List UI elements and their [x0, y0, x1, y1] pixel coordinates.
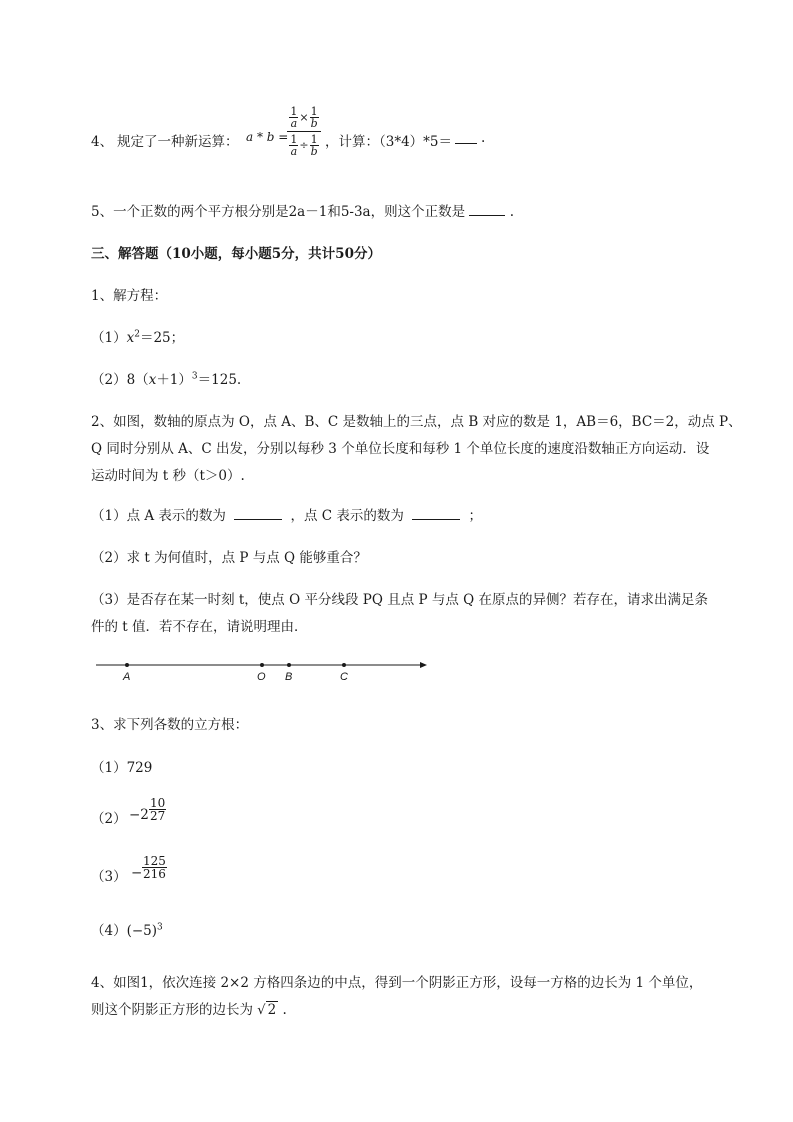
q4-lhs: a * b = [246, 130, 289, 144]
point-a-dot [125, 663, 129, 667]
problem-3-sub-1: （1）729 [91, 760, 153, 776]
problem-2-line-3: 运动时间为 t 秒（t＞0）. [91, 468, 245, 484]
problem-2-sub-3-line-1: （3）是否存在某一时刻 t，使点 O 平分线段 PQ 且点 P 与点 Q 在原点的异侧？若存在，请求出满足条 [91, 592, 709, 608]
q5-text: 5、一个正数的两个平方根分别是2a－1和5-3a，则这个正数是 [91, 204, 466, 220]
fraction: $\frac{125}{216}$ [143, 854, 166, 881]
q4-number: 4、 [91, 134, 114, 150]
problem-4-line-2: 则这个阴影正方形的边长为 √ 2 . [91, 1002, 287, 1018]
point-c-label: C [340, 671, 348, 683]
arrow-head-icon [420, 662, 427, 668]
problem-1-title: 1、解方程： [91, 288, 168, 304]
q4-suffix: ，计算：（3*4）*5＝ [325, 134, 453, 150]
q4-numerator: $\frac{1}{a}$ × $\frac{1}{b}$ [290, 105, 318, 130]
problem-1-sub-1: $(1)x^2=25$； [91, 329, 185, 346]
point-b-label: B [285, 671, 293, 683]
q5-tail: . [509, 204, 514, 220]
problem-2-sub-1: （1）点 A 表示的数为 ，点 C 表示的数为 ； [91, 508, 483, 524]
question-5-square-roots [91, 200, 514, 220]
problem-2-line-1: 2、如图，数轴的原点为 O，点 A、B、C 是数轴上的三点，点 B 对应的数是 1，AB＝6，BC＝2，动点 P、 [91, 414, 742, 430]
square-root: √ 2 [257, 1002, 277, 1018]
q4-prefix: 规定了一种新运算： [117, 134, 239, 150]
problem-2-sub-3-line-2: 件的 t 值．若不存在，请说明理由． [91, 619, 308, 635]
problem-2-sub-2: （2）求 t 为何值时，点 P 与点 Q 能够重合？ [91, 550, 367, 566]
q4-main-fraction-bar [287, 131, 321, 132]
mixed-fraction: $\frac{10}{27}$ [150, 796, 166, 823]
q4-tail: . [481, 130, 486, 146]
q4-denominator: $\frac{1}{a}$ ÷ $\frac{1}{b}$ [290, 133, 318, 158]
point-a-value-blank [234, 519, 282, 520]
point-b-dot [287, 663, 291, 667]
problem-3-sub-4: $(4)(-5)^3$ [91, 922, 163, 939]
q4-compound-fraction [287, 106, 321, 157]
problem-4-line-1: 4、如图1，依次连接 2×2 方格四条边的中点，得到一个阴影正方形，设每一方格的边长为 1 个单位， [91, 975, 703, 991]
point-c-dot [342, 663, 346, 667]
number-line-figure [90, 652, 435, 686]
section-3-heading: 三、解答题（10小题，每小题5分，共计50分） [91, 246, 381, 262]
problem-1-sub-2: $(2)8(x+1)^3=125$. [91, 371, 242, 388]
problem-2-line-2: Q 同时分别从 A、C 出发，分别以每秒 3 个单位长度和每秒 1 个单位长度的速度沿数轴正方向运动．设 [91, 441, 710, 457]
problem-3-title: 3、求下列各数的立方根： [91, 717, 249, 733]
q4-answer-blank [455, 143, 477, 144]
point-o-label: O [257, 671, 266, 683]
point-c-value-blank [412, 519, 460, 520]
point-a-label: A [123, 671, 131, 683]
point-o-dot [260, 663, 264, 667]
q5-answer-blank [469, 215, 505, 216]
